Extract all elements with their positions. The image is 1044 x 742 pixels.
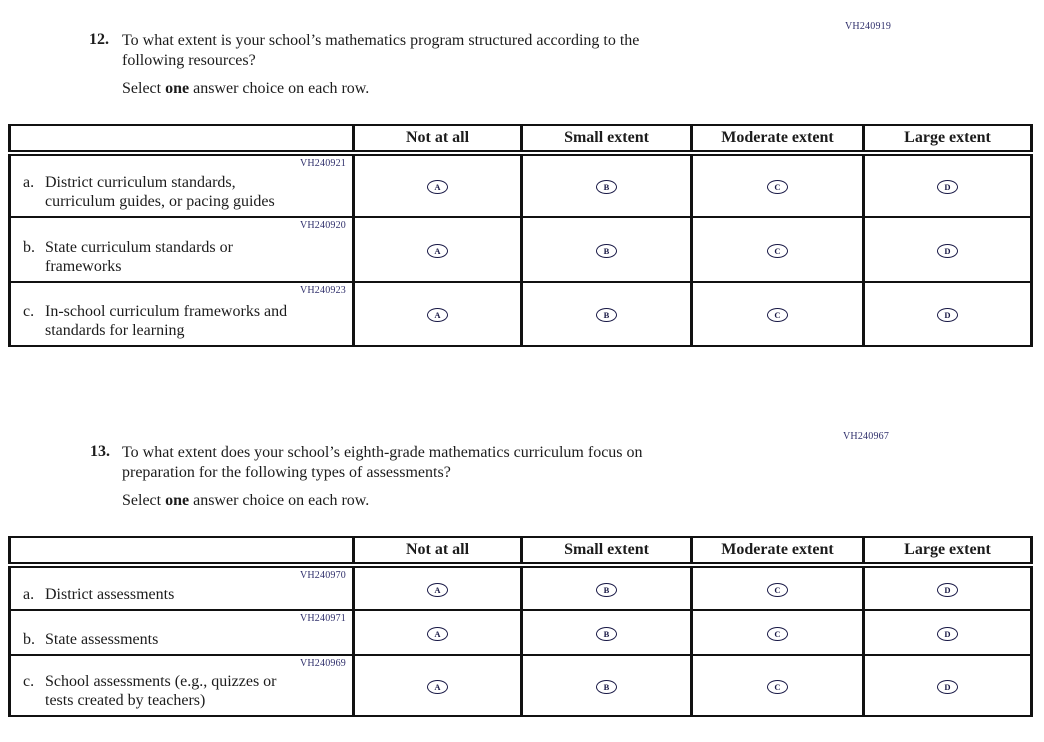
row-b-accession-code: VH240971 (299, 613, 346, 624)
question-12-text-line-1: To what extent is your school’s mathematics program structured according to the (122, 32, 640, 49)
row-a-label (23, 173, 350, 211)
row-b-label (23, 238, 350, 276)
row-a-accession-code: VH240970 (299, 570, 346, 581)
row-label-line-1: State assessments (45, 631, 159, 648)
stub-header-cell (10, 537, 354, 565)
answer-bubble-d[interactable]: D (937, 308, 958, 322)
answer-bubble-c[interactable]: C (767, 308, 788, 322)
answer-cell-small-extent (522, 282, 692, 346)
row-a-accession-code: VH240921 (299, 158, 346, 169)
answer-bubble-c[interactable]: C (767, 627, 788, 641)
row-b-label-cell (10, 217, 354, 282)
answer-cell-small-extent (522, 217, 692, 282)
answer-bubble-b[interactable]: B (596, 308, 617, 322)
row-c-label-cell (10, 282, 354, 346)
answer-cell-moderate-extent (692, 655, 864, 716)
question-12-number: 12. (89, 31, 109, 48)
row-c-label (23, 672, 350, 710)
answer-bubble-a[interactable]: A (427, 308, 448, 322)
header-row (10, 537, 1032, 565)
answer-bubble-b[interactable]: B (596, 244, 617, 258)
question-13-text-line-2: preparation for the following types of assessments? (122, 464, 451, 481)
row-label-line-2: standards for learning (45, 322, 185, 339)
answer-bubble-c[interactable]: C (767, 680, 788, 694)
instruction-bold-one: one (165, 492, 190, 509)
answer-bubble-a[interactable]: A (427, 180, 448, 194)
table-row (10, 282, 1032, 346)
answer-cell-moderate-extent (692, 153, 864, 217)
answer-bubble-a[interactable]: A (427, 583, 448, 597)
answer-bubble-b[interactable]: B (596, 583, 617, 597)
table-row (10, 565, 1032, 610)
row-a-label-cell (10, 565, 354, 610)
answer-bubble-d[interactable]: D (937, 180, 958, 194)
instruction-pre: Select (122, 492, 162, 509)
column-header-moderate-extent: Moderate extent (692, 125, 864, 153)
question-12-text-line-2: following resources? (122, 52, 256, 69)
table-row (10, 655, 1032, 716)
instruction-pre: Select (122, 80, 162, 97)
row-letter: c. (23, 673, 35, 690)
answer-bubble-c[interactable]: C (767, 583, 788, 597)
column-header-not-at-all: Not at all (354, 537, 522, 565)
column-header-moderate-extent: Moderate extent (692, 537, 864, 565)
answer-cell-large-extent (864, 655, 1032, 716)
row-label-line-2: curriculum guides, or pacing guides (45, 193, 275, 210)
header-row (10, 125, 1032, 153)
row-label-line-1: School assessments (e.g., quizzes or (45, 673, 277, 690)
answer-bubble-a[interactable]: A (427, 680, 448, 694)
answer-cell-small-extent (522, 610, 692, 655)
row-c-label-cell (10, 655, 354, 716)
answer-cell-large-extent (864, 217, 1032, 282)
answer-bubble-b[interactable]: B (596, 180, 617, 194)
row-label-line-1: District curriculum standards, (45, 174, 236, 191)
table-row (10, 153, 1032, 217)
answer-bubble-a[interactable]: A (427, 244, 448, 258)
instruction-post: answer choice on each row. (193, 492, 370, 509)
row-label-line-1: In-school curriculum frameworks and (45, 303, 288, 320)
answer-cell-small-extent (522, 565, 692, 610)
row-b-label-cell (10, 610, 354, 655)
answer-cell-large-extent (864, 565, 1032, 610)
row-b-accession-code: VH240920 (299, 220, 346, 231)
row-letter: c. (23, 303, 35, 320)
answer-cell-not-at-all (354, 153, 522, 217)
row-label-line-1: District assessments (45, 586, 175, 603)
answer-cell-moderate-extent (692, 282, 864, 346)
row-letter: a. (23, 174, 35, 191)
instruction-post: answer choice on each row. (193, 80, 370, 97)
answer-cell-not-at-all (354, 217, 522, 282)
column-header-small-extent: Small extent (522, 537, 692, 565)
column-header-large-extent: Large extent (864, 537, 1032, 565)
answer-bubble-d[interactable]: D (937, 583, 958, 597)
answer-cell-large-extent (864, 610, 1032, 655)
answer-cell-moderate-extent (692, 565, 864, 610)
answer-bubble-b[interactable]: B (596, 680, 617, 694)
question-13-accession-code: VH240967 (843, 431, 890, 442)
row-a-label-cell (10, 153, 354, 217)
question-13-number: 13. (90, 443, 110, 460)
row-letter: b. (23, 239, 35, 256)
instruction-bold-one: one (165, 80, 190, 97)
question-13-text-line-1: To what extent does your school’s eighth-grade mathematics curriculum focus on (122, 444, 643, 461)
answer-cell-small-extent (522, 655, 692, 716)
answer-cell-not-at-all (354, 565, 522, 610)
answer-cell-not-at-all (354, 282, 522, 346)
column-header-not-at-all: Not at all (354, 125, 522, 153)
stub-header-cell (10, 125, 354, 153)
row-letter: b. (23, 631, 35, 648)
answer-bubble-c[interactable]: C (767, 244, 788, 258)
answer-cell-moderate-extent (692, 610, 864, 655)
question-13-instruction (122, 491, 369, 511)
answer-cell-not-at-all (354, 655, 522, 716)
answer-bubble-a[interactable]: A (427, 627, 448, 641)
row-label-line-1: State curriculum standards or (45, 239, 233, 256)
answer-cell-not-at-all (354, 610, 522, 655)
answer-bubble-b[interactable]: B (596, 627, 617, 641)
answer-cell-small-extent (522, 153, 692, 217)
row-c-label (23, 302, 350, 340)
question-12-table (8, 124, 1033, 347)
question-12-instruction (122, 79, 369, 99)
answer-cell-moderate-extent (692, 217, 864, 282)
row-c-accession-code: VH240923 (299, 285, 346, 296)
question-12-accession-code: VH240919 (845, 21, 892, 32)
row-a-label (23, 585, 350, 604)
row-letter: a. (23, 586, 35, 603)
answer-cell-large-extent (864, 153, 1032, 217)
row-b-label (23, 630, 350, 649)
answer-bubble-d[interactable]: D (937, 680, 958, 694)
column-header-small-extent: Small extent (522, 125, 692, 153)
column-header-large-extent: Large extent (864, 125, 1032, 153)
answer-bubble-d[interactable]: D (937, 627, 958, 641)
answer-bubble-d[interactable]: D (937, 244, 958, 258)
table-row (10, 217, 1032, 282)
row-label-line-2: tests created by teachers) (45, 692, 206, 709)
row-label-line-2: frameworks (45, 258, 122, 275)
answer-bubble-c[interactable]: C (767, 180, 788, 194)
answer-cell-large-extent (864, 282, 1032, 346)
row-c-accession-code: VH240969 (299, 658, 346, 669)
question-13-table (8, 536, 1033, 717)
table-row (10, 610, 1032, 655)
